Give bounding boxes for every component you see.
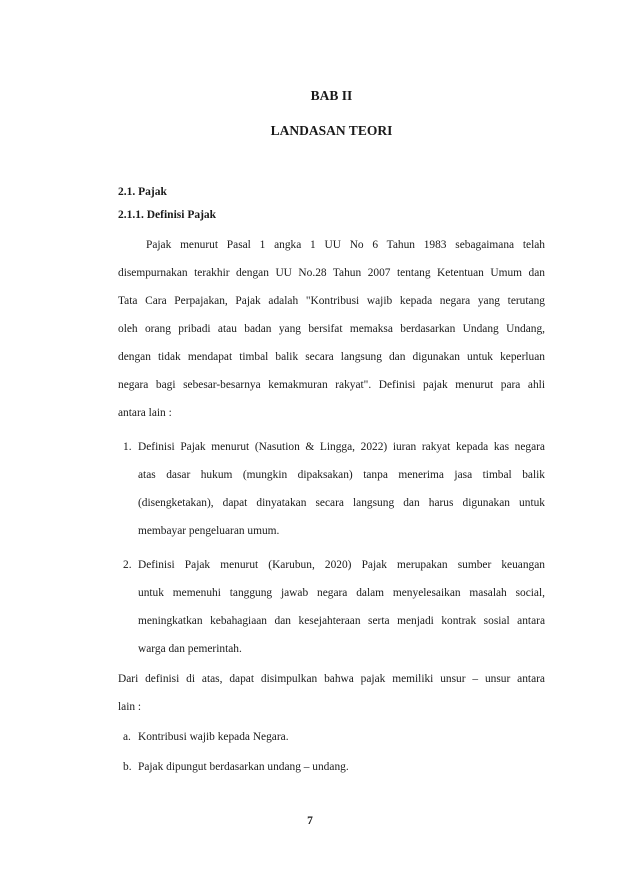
paragraph-line: disempurnakan terakhir dengan UU No.28 Tahun 2007 tentang Ketentuan Umum dan (118, 267, 545, 279)
list-item-line: meningkatkan kebahagiaan dan kesejahteraan serta menjadi kontrak sosial antara (138, 615, 545, 627)
list-item-line: warga dan pemerintah. (138, 643, 242, 655)
list-item-line: Pajak dipungut berdasarkan undang – undang. (138, 761, 349, 773)
list-item-line: (disengketakan), dapat dinyatakan secara langsung dan harus digunakan untuk (138, 497, 545, 509)
list-number: 2. (123, 559, 132, 571)
list-item-line: Definisi Pajak menurut (Karubun, 2020) Pajak merupakan sumber keuangan (138, 559, 545, 571)
paragraph-line: Dari definisi di atas, dapat disimpulkan bahwa pajak memiliki unsur – unsur antara (118, 673, 545, 685)
paragraph-line: Tata Cara Perpajakan, Pajak adalah "Kontribusi wajib kepada negara yang terutang (118, 295, 545, 307)
paragraph-line: dengan tidak mendapat timbal balik secara langsung dan digunakan untuk keperluan (118, 351, 545, 363)
section-heading: 2.1. Pajak (118, 186, 167, 198)
list-item-line: Kontribusi wajib kepada Negara. (138, 731, 289, 743)
list-letter: b. (123, 761, 132, 773)
chapter-title: LANDASAN TEORI (270, 123, 393, 138)
list-item-line: Definisi Pajak menurut (Nasution & Lingga, 2022) iuran rakyat kepada kas negara (138, 441, 545, 453)
paragraph-line: Pajak menurut Pasal 1 angka 1 UU No 6 Tahun 1983 sebagaimana telah (146, 239, 545, 251)
subsection-heading: 2.1.1. Definisi Pajak (118, 209, 217, 221)
paragraph-line: antara lain : (118, 407, 172, 419)
paragraph-line: lain : (118, 701, 142, 713)
list-letter: a. (123, 731, 131, 743)
list-item-line: atas dasar hukum (mungkin dipaksakan) tanpa menerima jasa timbal balik (138, 469, 545, 481)
list-item-line: membayar pengeluaran umum. (138, 525, 280, 537)
paragraph-line: oleh orang pribadi atau badan yang bersifat memaksa berdasarkan Undang Undang, (118, 323, 545, 335)
list-item-line: untuk memenuhi tanggung jawab negara dalam menyelesaikan masalah social, (138, 587, 545, 599)
page-number: 7 (307, 815, 313, 827)
list-number: 1. (123, 441, 132, 453)
chapter-label: BAB II (310, 88, 353, 103)
paragraph-line: negara bagi sebesar-besarnya kemakmuran rakyat". Definisi pajak menurut para ahli (118, 379, 545, 391)
